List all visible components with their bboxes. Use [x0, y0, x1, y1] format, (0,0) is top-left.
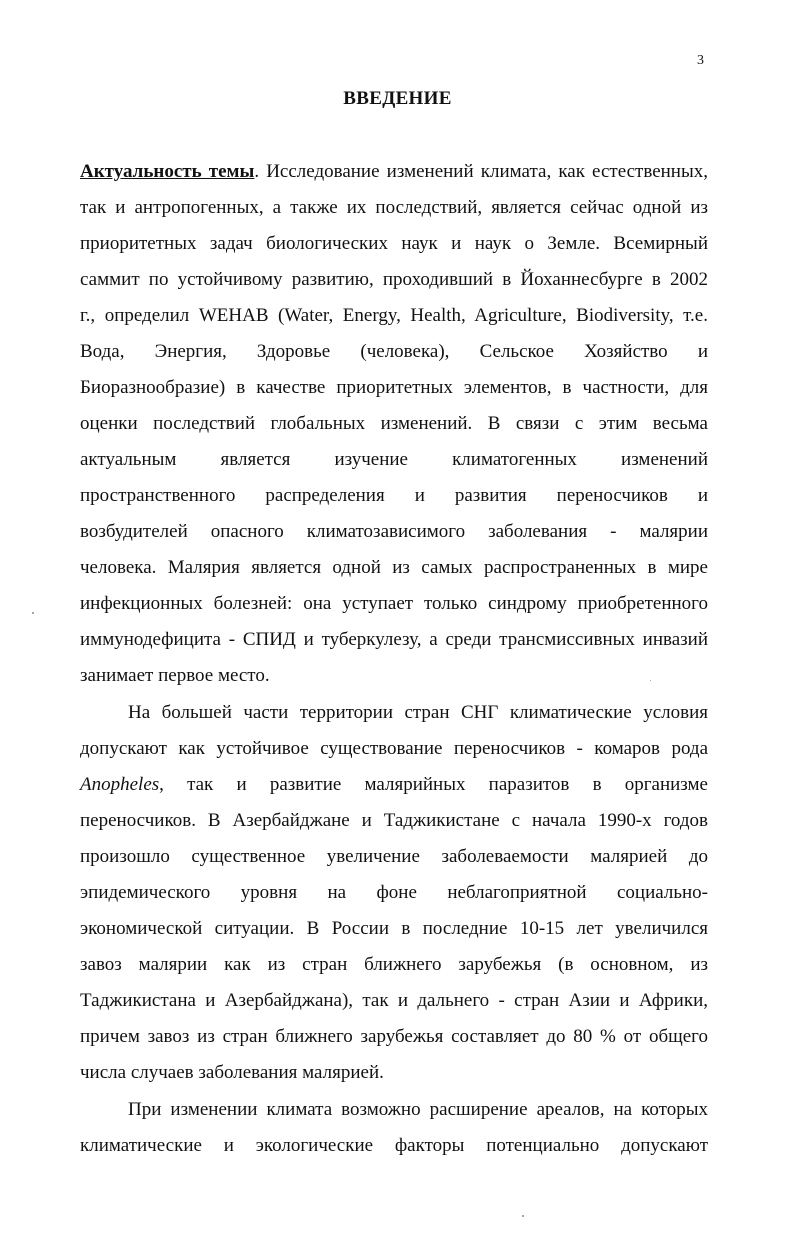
paragraph-2-line-5: произошло существенное увеличение заболеваемости малярией до	[80, 846, 708, 867]
paragraph-2-line-6: эпидемического уровня на фоне неблагоприятной социально-	[80, 882, 708, 903]
paragraph-1-line-3: приоритетных задач биологических наук и наук о Земле. Всемирный	[80, 233, 708, 254]
paragraph-1-line-11: возбудителей опасного климатозависимого заболевания - малярии	[80, 521, 708, 542]
paragraph-2-line-8: завоз малярии как из стран ближнего зарубежья (в основном, из	[80, 954, 708, 975]
paragraph-1-line-6: Вода, Энергия, Здоровье (человека), Сельское Хозяйство и	[80, 341, 708, 362]
paragraph-1-line-13: инфекционных болезней: она уступает только синдрому приобретенного	[80, 593, 708, 614]
scan-speck	[32, 612, 34, 614]
paragraph-1-line-4: саммит по устойчивому развитию, проходивший в Йоханнесбурге в 2002	[80, 269, 708, 290]
page-number: 3	[697, 53, 704, 68]
paragraph-2-line-4: переносчиков. В Азербайджане и Таджикистане с начала 1990-х годов	[80, 810, 708, 831]
text-segment: . Исследование изменений климата, как естественных,	[254, 161, 708, 182]
paragraph-3-line-2: климатические и экологические факторы потенциально допускают	[80, 1135, 708, 1156]
scan-speck	[522, 1215, 524, 1217]
paragraph-3-line-1: При изменении климата возможно расширение ареалов, на которых	[128, 1099, 708, 1120]
paragraph-1-line-15: занимает первое место.	[80, 665, 270, 686]
scan-speck	[650, 680, 651, 681]
paragraph-2-line-3	[80, 771, 708, 799]
paragraph-1-line-8: оценки последствий глобальных изменений. В связи с этим весьма	[80, 413, 708, 434]
text-segment: , так и развитие малярийных паразитов в организме	[159, 774, 708, 795]
paragraph-1-line-10: пространственного распределения и развития переносчиков и	[80, 485, 708, 506]
paragraph-1-line-7: Биоразнообразие) в качестве приоритетных элементов, в частности, для	[80, 377, 708, 398]
paragraph-2-line-1: На большей части территории стран СНГ климатические условия	[128, 702, 708, 723]
paragraph-1-line-1	[80, 158, 708, 186]
paragraph-2-line-9: Таджикистана и Азербайджана), так и дальнего - стран Азии и Африки,	[80, 990, 708, 1011]
section-label: Актуальность темы	[80, 161, 255, 182]
paragraph-2-line-2: допускают как устойчивое существование переносчиков - комаров рода	[80, 738, 708, 759]
paragraph-1-line-9: актуальным является изучение климатогенных изменений	[80, 449, 708, 470]
paragraph-1-line-14: иммунодефицита - СПИД и туберкулезу, а среди трансмиссивных инвазий	[80, 629, 708, 650]
paragraph-2-line-11: числа случаев заболевания малярией.	[80, 1062, 384, 1083]
paragraph-2-line-7: экономической ситуации. В России в последние 10-15 лет увеличился	[80, 918, 708, 939]
paragraph-1-line-12: человека. Малярия является одной из самых распространенных в мире	[80, 557, 708, 578]
paragraph-1-line-2: так и антропогенных, а также их последствий, является сейчас одной из	[80, 197, 708, 218]
page-title: ВВЕДЕНИЕ	[343, 88, 452, 109]
paragraph-1-line-5: г., определил WEHAB (Water, Energy, Health, Agriculture, Biodiversity, т.е.	[80, 305, 708, 326]
genus-name: Anopheles	[80, 774, 160, 795]
paragraph-2-line-10: причем завоз из стран ближнего зарубежья составляет до 80 % от общего	[80, 1026, 708, 1047]
